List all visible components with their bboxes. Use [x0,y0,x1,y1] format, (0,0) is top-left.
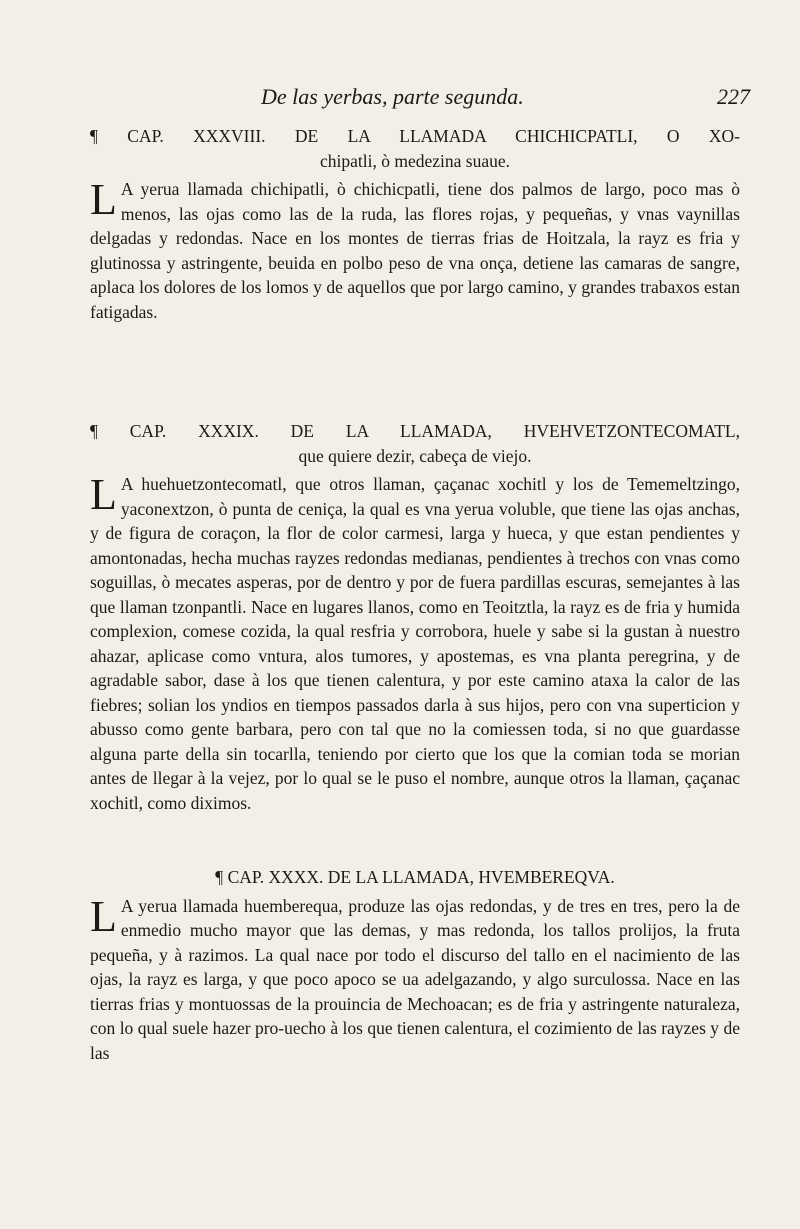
chapter-heading [90,419,740,468]
chapter-38 [90,124,740,338]
chapter-heading [90,124,740,173]
chapter-heading [90,865,740,890]
running-title: De las yerbas, parte segunda. [261,84,524,109]
chapter-text: A huehuetzontecomatl, que otros llaman, çaçanac xochitl y los de Tememeltzingo, yaconextzon, ò punta de ceniça, la qual es vna yerua voluble, que tiene las ojas anchas, y de figura de coraçon, la flor de color carmesi, larga y hueca, y que estan pendientes y amontonadas, hecha muchas rayzes redondas medianas, pendientes à trechos con vnas como soguillas, ò mecates asperas, por de dentro y por de fuera pardillas escuras, semejantes à las que llaman tzonpantli. Nace en lugares llanos, como en Teoitztla, la rayz es de fria y humida complexion, comese cozida, la qual resfria y corrobora, huele y sabe si la gustan à nuestro ahazar, aplicase como vntura, alos tumores, y apostemas, es vna planta peregrina, y de agradable sabor, dase à los que tienen calentura, y por este camino ataxa la calor de las fiebres; solian los yndios en tiempos passados darla à sus hijos, pero con vna superticion y abusso como gente barbara, pero con tal que no la comiessen toda, si no que guardasse alguna parte della sin tocarlla, teniendo por cierto que los que la comian toda se morian antes de llegar à la vejez, por lo qual se le puso el nombre, aunque otros la llaman, çaçanac xochitl, como diximos. [90,474,740,813]
page-number: 227 [717,84,750,109]
chapter-body [90,177,740,324]
drop-cap: L [90,175,117,224]
chapter-40 [90,865,740,1079]
chapter-heading-line2: chipatli, ò medezina suaue. [320,150,510,171]
chapter-text: A yerua llamada chichipatli, ò chichicpatli, tiene dos palmos de largo, poco mas ò menos, las ojas como las de la ruda, las flores rojas, y pequeñas, y vnas vaynillas delgadas y redondas. Nace en los montes de tierras frias de Hoitzala, la rayz es fria y glutinossa y astringente, beuida en polbo peso de vna onça, detiene las camaras de sangre, aplaca los dolores de los lomos y de aquellos que por largo camino, y grandes trabaxos estan fatigadas. [90,179,740,322]
running-header [90,84,750,114]
chapter-body [90,891,740,1066]
chapter-text: A yerua llamada huemberequa, produze las ojas redondas, y de tres en tres, pero la de enmedio mucho mayor que las demas, y mas redonda, los tallos prolijos, la fruta pequeña, y à razimos. La qual nace por todo el discurso del tallo en el nacimiento de las ojas, la rayz es larga, y que poco apoco se ua adelgazando, y algo surculossa. Nace en las tierras frias y montuossas de la prouincia de Mechoacan; es de fria y astringente naturaleza, con lo qual suele hazer pro-uecho à los que tienen calentura, el cozimiento de las rayzes y de las [90,895,740,1063]
chapter-heading-line1: ¶ CAP. XXXVIII. DE LA LLAMADA CHICHICPATLI, O XO- [90,126,740,146]
drop-cap: L [90,470,117,519]
chapter-heading-line1: ¶ CAP. XXXX. DE LA LLAMADA, HVEMBEREQVA. [215,867,615,887]
chapter-heading-line1: ¶ CAP. XXXIX. DE LA LLAMADA, HVEHVETZONTECOMATL, [90,421,740,441]
drop-cap: L [90,891,117,941]
chapter-39 [90,419,740,829]
chapter-heading-line2: que quiere dezir, cabeça de viejo. [298,445,532,466]
chapter-body [90,472,740,815]
